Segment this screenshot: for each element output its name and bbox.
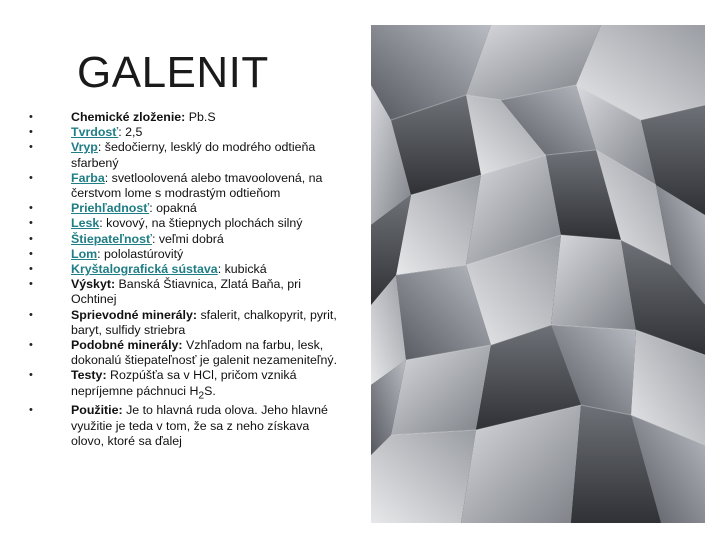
property-item [29,110,339,125]
property-value: : veľmi dobrá [151,231,224,246]
property-value: : pololastúrovitý [97,246,184,261]
property-link[interactable]: Lesk [71,216,100,231]
property-item [29,125,339,140]
property-value: : šedočierny, lesklý do modrého odtieňa sfarbený [71,140,316,170]
property-item [29,308,339,338]
property-value: : kovový, na štiepnych plochách silný [99,216,303,231]
property-label: Chemické zloženie: [71,110,186,124]
property-value: : 2,5 [118,125,143,140]
property-item [29,368,339,403]
property-value: : opakná [149,201,197,216]
property-value: : kubická [217,262,267,277]
property-label: Podobné minerály: [71,338,183,353]
slide-title: GALENIT [77,48,269,97]
property-value: Vzhľadom na farbu, lesk, dokonalú štiepateľnosť je galenit nezameniteľný. [71,338,338,368]
property-link[interactable]: Vryp [71,140,98,155]
subscript: 2 [198,390,205,402]
property-value: Pb.S [185,110,216,124]
property-label: Výskyt: [71,277,116,292]
property-link[interactable]: Kryštalografická sústava [71,262,218,277]
property-value: : svetloolovená alebo tmavoolovená, na čerstvom lome s modrastým odtieňom [71,170,323,201]
property-value: Je to hlavná ruda olova. Jeho hlavné využitie je teda v tom, že sa z neho získava olovo, ktoré sa ďalej [71,403,328,448]
crystal-illustration [371,25,705,523]
property-item [29,171,339,201]
property-label: Testy: [71,368,107,383]
property-item [29,140,339,170]
property-value: sfalerit, chalkopyrit, pyrit, baryt, sulfidy striebra [71,307,337,337]
property-link[interactable]: Lom [71,246,98,261]
property-link[interactable]: Priehľadnosť [71,201,150,216]
galena-crystal-photo [371,25,705,523]
property-link[interactable]: Tvrdosť [71,125,119,140]
property-item [29,338,339,368]
property-item [29,262,339,277]
property-label: Použitie: [71,403,123,418]
property-item [29,216,339,231]
property-link[interactable]: Farba [71,170,105,185]
property-item [29,403,339,449]
property-item [29,201,339,216]
property-label: Sprievodné minerály: [71,307,198,322]
property-link[interactable]: Štiepateľnosť [71,231,152,246]
property-item [29,247,339,262]
property-list [29,110,339,449]
property-value-tail: S. [204,383,216,398]
property-value: Rozpúšťa sa v HCl, pričom vzniká nepríjemne páchnuci H [71,368,297,398]
property-item [29,277,339,307]
property-value: Banská Štiavnica, Zlatá Baňa, pri Ochtinej [71,277,302,307]
property-item [29,232,339,247]
